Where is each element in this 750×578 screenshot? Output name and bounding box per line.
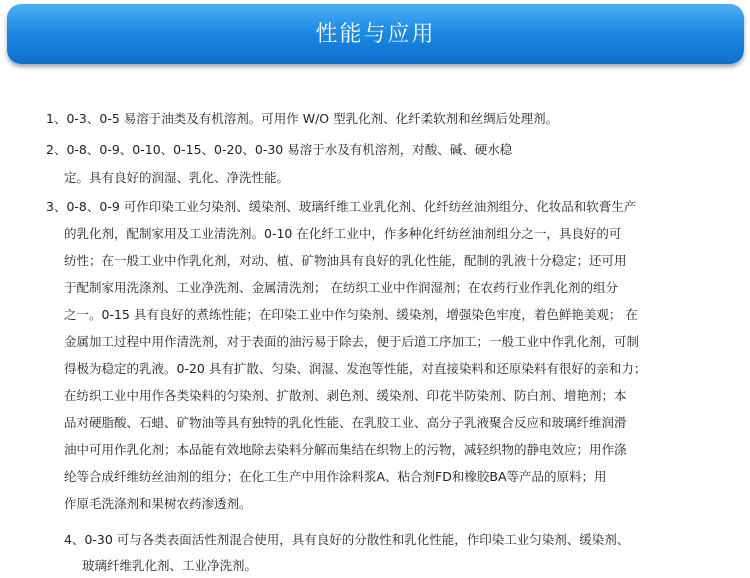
text-line: 于配制家用洗涤剂、工业净洗剂、金属清洗剂； 在纺织工业中作润湿剂；在农药行业作乳化剂的组分 (64, 280, 618, 295)
text-line: 4、0-30 可与各类表面活性剂混合使用，具有良好的分散性和乳化性能，作印染工业匀染剂、缓染剂、 (64, 532, 630, 547)
text-line: 玻璃纤维乳化剂、工业净洗剂。 (82, 558, 258, 573)
text-line: 作原毛洗涤剂和果树农药渗透剂。 (64, 496, 252, 511)
text-line: 的乳化剂，配制家用及工业清洗剂。0-10 在化纤工业中，作多种化纤纺丝油剂组分之一，具良好的可 (64, 226, 622, 241)
text-line: 纺性；在一般工业中作乳化剂，对动、植、矿物油具有良好的乳化性能，配制的乳液十分稳定；还可用 (64, 253, 627, 268)
text-line: 油中可用作乳化剂；本品能有效地除去染料分解而集结在织物上的污物，减轻织物的静电效应；用作涤 (64, 442, 627, 457)
text-line: 之一。0-15 具有良好的煮练性能；在印染工业中作匀染剂、缓染剂，增强染色牢度，着色鲜艳美观； 在 (64, 307, 638, 322)
text-line: 纶等合成纤维纺丝油剂的组分；在化工生产中用作涂料浆A、粘合剂FD和橡胶BA等产品的原料；用 (64, 469, 607, 484)
text-line: 在纺织工业中用作各类染料的匀染剂、扩散剂、剥色剂、缓染剂、印花半防染剂、防白剂、增艳剂；本 (64, 388, 627, 403)
text-line: 3、0-8、0-9 可作印染工业匀染剂、缓染剂、玻璃纤维工业乳化剂、化纤纺丝油剂组分、化妆品和软膏生产 (46, 199, 637, 214)
page-title: 性能与应用 (315, 22, 436, 47)
text-line: 金属加工过程中用作清洗剂，对于表面的油污易于除去，便于后道工序加工；一般工业中作乳化剂，可制 (64, 334, 640, 349)
text-line: 定。具有良好的润湿、乳化、净洗性能。 (64, 170, 290, 185)
text-line: 2、0-8、0-9、0-10、0-15、0-20、0-30 易溶于水及有机溶剂，对酸、碱、硬水稳 (46, 142, 513, 157)
text-line: 1、0-3、0-5 易溶于油类及有机溶剂。可用作 W/O 型乳化剂、化纤柔软剂和丝绸后处理剂。 (46, 111, 559, 126)
text-line: 得极为稳定的乳液。0-20 具有扩散、匀染、润湿、发泡等性能，对直接染料和还原染料有很好的亲和力； (64, 361, 647, 376)
text-line: 品对硬脂酸、石蜡、矿物油等具有独特的乳化性能、在乳胶工业、高分子乳液聚合反应和玻璃纤维润滑 (64, 415, 627, 430)
